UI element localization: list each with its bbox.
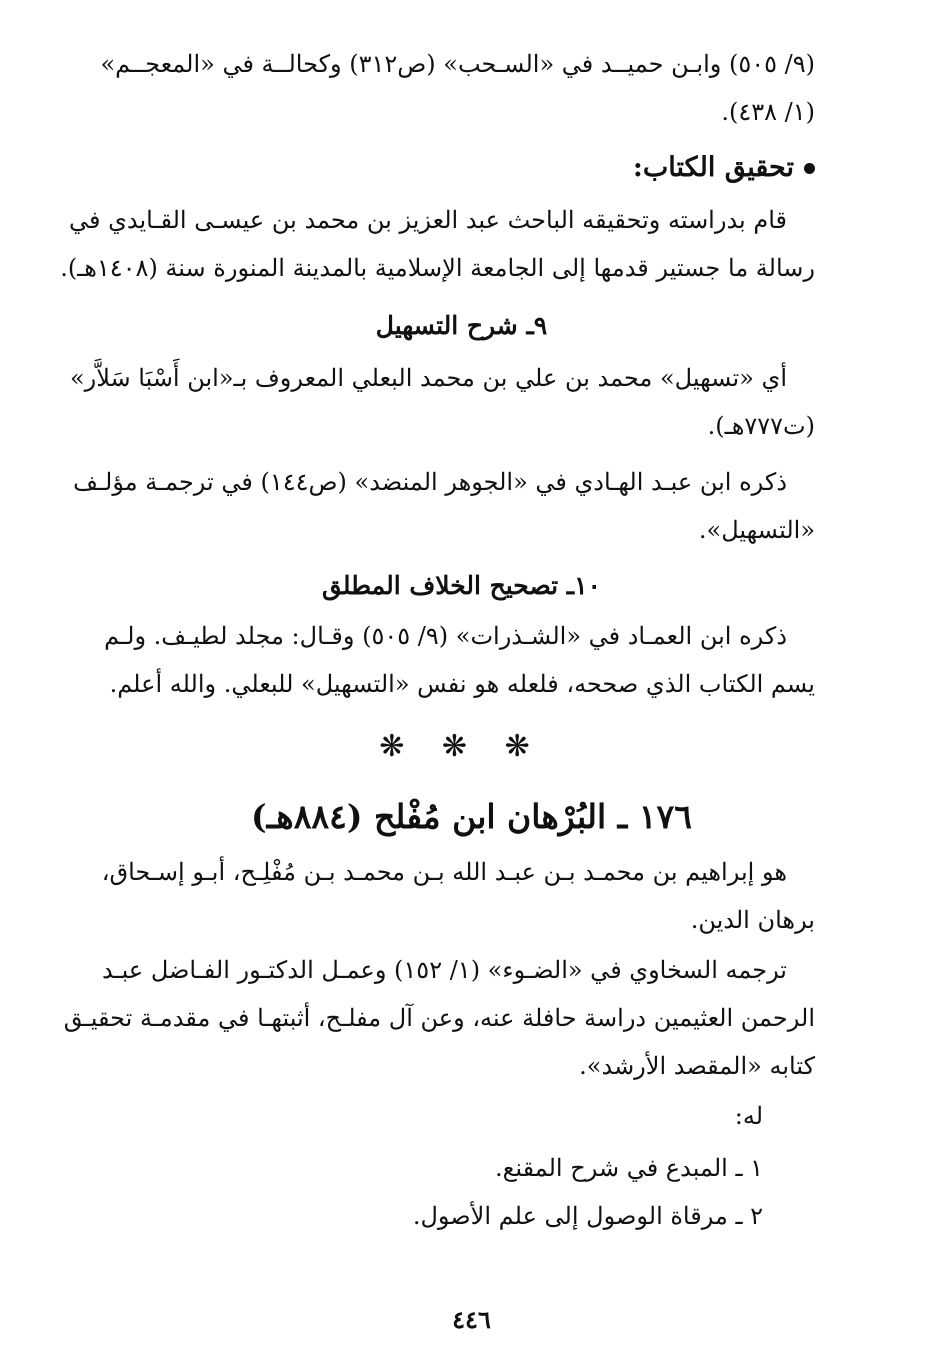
- biography-paragraph-1: [101, 848, 815, 944]
- paragraph-line: رسالة ما جستير قدمها إلى الجامعة الإسلامية بالمدينة المنورة سنة (١٤٠٨هـ).: [60, 254, 815, 282]
- biography-title: ١٧٦ ـ البُرْهان ابن مُفْلح (٨٨٤هـ): [251, 797, 692, 836]
- section-9-paragraph-2: [73, 458, 815, 554]
- paragraph-line: ترجمه السخاوي في «الضـوء» (١/ ١٥٢) وعمـل الدكتـور الفـاضل عبـد: [102, 956, 787, 984]
- paragraph-line: (٩/ ٥٠٥) وابـن حميــد في «السـحب» (ص٣١٢) وكحالــة في «المعجــم»: [100, 50, 815, 78]
- paragraph-line: كتابه «المقصد الأرشد».: [579, 1052, 815, 1080]
- paragraph-line: يسم الكتاب الذي صححه، فلعله هو نفس «التسهيل» للبعلي. والله أعلم.: [109, 670, 815, 698]
- paragraph-line: برهان الدين.: [690, 906, 815, 934]
- top-paragraph: [100, 40, 815, 136]
- tahqiq-paragraph: [60, 196, 815, 292]
- paragraph-line: أي «تسهيل» محمد بن علي بن محمد البعلي المعروف بـ«ابن أَسْبَا سَلاَّر»: [69, 364, 787, 392]
- works-list: [108, 1144, 763, 1240]
- section-heading-tahqiq: [633, 148, 815, 188]
- list-item: ١ ـ المبدع في شرح المقنع.: [494, 1154, 763, 1182]
- heading-text: تحقيق الكتاب:: [632, 152, 794, 183]
- works-label: له:: [734, 1102, 763, 1130]
- paragraph-line: (١/ ٤٣٨).: [721, 98, 815, 126]
- section-heading-9: ٩ـ شرح التسهيل: [375, 311, 548, 340]
- paragraph-line: (ت٧٧٧هـ).: [707, 412, 815, 440]
- section-heading-10: ١٠ـ تصحيح الخلاف المطلق: [322, 571, 601, 600]
- list-item: ٢ ـ مرقاة الوصول إلى علم الأصول.: [412, 1202, 763, 1230]
- paragraph-line: قام بدراسته وتحقيقه الباحث عبد العزيز بن محمد بن عيسـى القـايدي في: [68, 206, 787, 234]
- section-10-paragraph: [104, 612, 815, 708]
- asterism-separator: ❋ ❋ ❋: [379, 729, 544, 764]
- paragraph-line: ذكره ابن عبـد الهـادي في «الجوهر المنضد» (ص١٤٤) في ترجمـة مؤلـف: [73, 468, 787, 496]
- paragraph-line: هو إبراهيم بن محمـد بـن عبـد الله بـن محمـد بـن مُفْلِـح، أبـو إسـحاق،: [101, 858, 787, 886]
- page-number: ٤٤٦: [452, 1305, 491, 1334]
- paragraph-line: ذكره ابن العمـاد في «الشـذرات» (٩/ ٥٠٥) وقـال: مجلد لطيـف. ولـم: [104, 622, 787, 650]
- section-9-paragraph-1: [69, 354, 815, 450]
- biography-paragraph-2: [63, 946, 815, 1090]
- bullet-icon: [804, 163, 815, 174]
- paragraph-line: «التسهيل».: [698, 516, 815, 544]
- paragraph-line: الرحمن العثيمين دراسة حافلة عنه، وعن آل مفلـح، أثبتهـا في مقدمـة تحقيـق: [63, 1004, 815, 1032]
